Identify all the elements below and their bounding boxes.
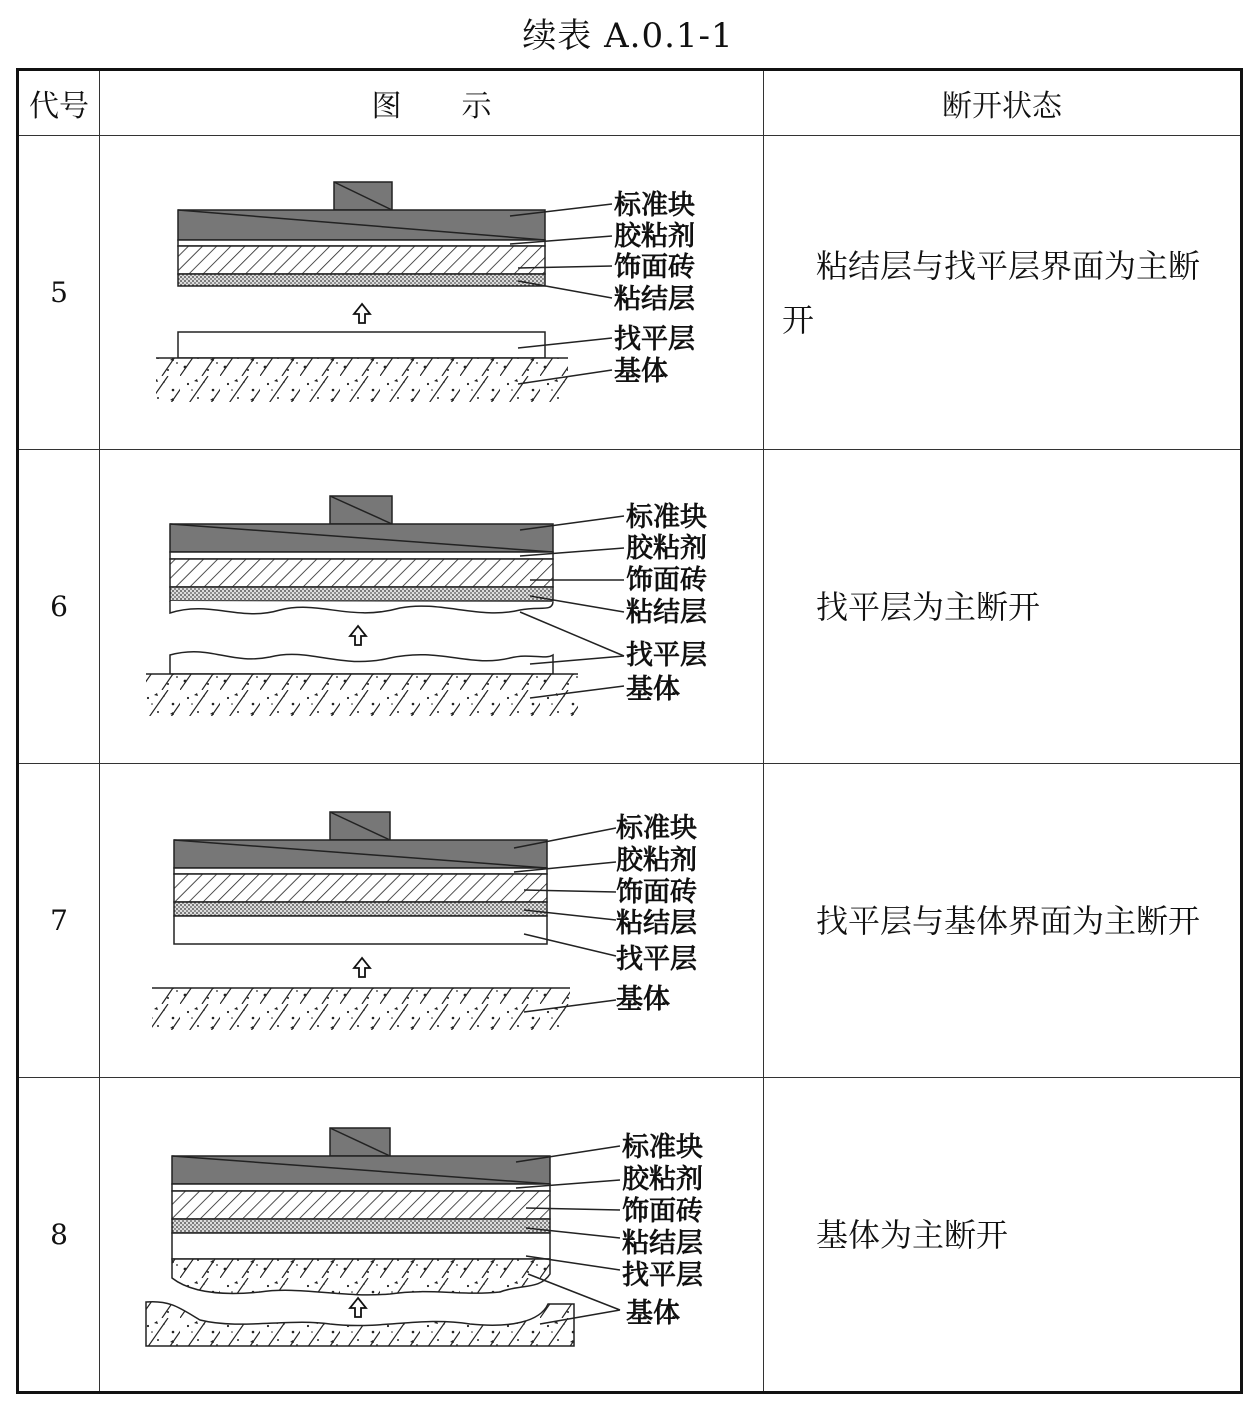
diagram-case-8 (100, 1078, 764, 1391)
diagram-case-7 (100, 764, 764, 1077)
label-bond-layer: 粘结层 (616, 908, 697, 939)
label-bond-layer: 粘结层 (614, 284, 695, 315)
pull-arrow-icon (354, 304, 370, 323)
label-substrate: 基体 (626, 674, 680, 705)
tile-layer (174, 874, 547, 902)
header-state: 断开状态 (764, 70, 1242, 136)
label-leveling-layer: 找平层 (616, 944, 697, 975)
label-substrate: 基体 (626, 1298, 680, 1329)
substrate (152, 988, 570, 1030)
row-state: 粘结层与找平层界面为主断开 (764, 136, 1242, 450)
page-title: 续表 A.0.1-1 (522, 16, 734, 56)
label-bond-layer: 粘结层 (622, 1228, 703, 1259)
label-bond-layer: 粘结层 (626, 597, 707, 628)
substrate (146, 674, 578, 716)
leveling-fracture-top (170, 601, 553, 614)
adhesive-layer (172, 1184, 550, 1191)
label-leveling-layer: 找平层 (626, 640, 707, 671)
label-tile: 饰面砖 (614, 252, 695, 283)
label-tile: 饰面砖 (616, 877, 697, 908)
label-leveling-layer: 找平层 (614, 324, 695, 355)
label-tile: 饰面砖 (622, 1196, 703, 1227)
label-adhesive: 胶粘剂 (626, 533, 707, 564)
substrate-fracture-top (172, 1259, 550, 1295)
row-code: 7 (18, 764, 100, 1078)
row-figure (100, 764, 764, 1078)
table-row (18, 1078, 1242, 1393)
label-tile: 饰面砖 (626, 565, 707, 596)
adhesive-layer (174, 868, 547, 874)
spec-table (16, 68, 1243, 1394)
label-standard-block: 标准块 (614, 190, 695, 221)
label-adhesive: 胶粘剂 (616, 845, 697, 876)
pull-arrow-icon (350, 626, 366, 645)
bond-layer (172, 1219, 550, 1233)
label-adhesive: 胶粘剂 (622, 1164, 703, 1195)
label-standard-block: 标准块 (616, 813, 697, 844)
leveling-layer (172, 1233, 550, 1259)
header-row (18, 70, 1242, 136)
row-state: 找平层为主断开 (764, 450, 1242, 764)
table-row (18, 764, 1242, 1078)
leveling-fracture-bottom (170, 652, 553, 674)
tile-layer (172, 1191, 550, 1219)
row-code: 8 (18, 1078, 100, 1393)
substrate (156, 358, 568, 402)
table-row (18, 450, 1242, 764)
row-code: 6 (18, 450, 100, 764)
leveling-layer (178, 332, 545, 358)
row-state: 找平层与基体界面为主断开 (764, 764, 1242, 1078)
adhesive-layer (178, 240, 545, 246)
row-figure (100, 136, 764, 450)
diagram-case-6 (100, 450, 764, 763)
tile-layer (170, 559, 553, 587)
header-figure: 图 示 (100, 70, 764, 136)
pull-arrow-icon (354, 958, 370, 977)
adhesive-layer (170, 552, 553, 559)
header-code: 代号 (18, 70, 100, 136)
leveling-layer (174, 916, 547, 944)
row-state: 基体为主断开 (764, 1078, 1242, 1393)
row-code: 5 (18, 136, 100, 450)
diagram-case-5 (100, 136, 764, 449)
bond-layer (170, 587, 553, 601)
label-substrate: 基体 (616, 984, 670, 1015)
label-substrate: 基体 (614, 356, 668, 387)
tile-layer (178, 246, 545, 274)
table-row (18, 136, 1242, 450)
label-standard-block: 标准块 (626, 502, 707, 533)
row-figure (100, 450, 764, 764)
bond-layer (178, 274, 545, 286)
label-adhesive: 胶粘剂 (614, 221, 695, 252)
label-standard-block: 标准块 (622, 1132, 703, 1163)
label-leveling-layer: 找平层 (622, 1260, 703, 1291)
pull-arrow-icon (350, 1298, 366, 1317)
row-figure (100, 1078, 764, 1393)
bond-layer (174, 902, 547, 916)
